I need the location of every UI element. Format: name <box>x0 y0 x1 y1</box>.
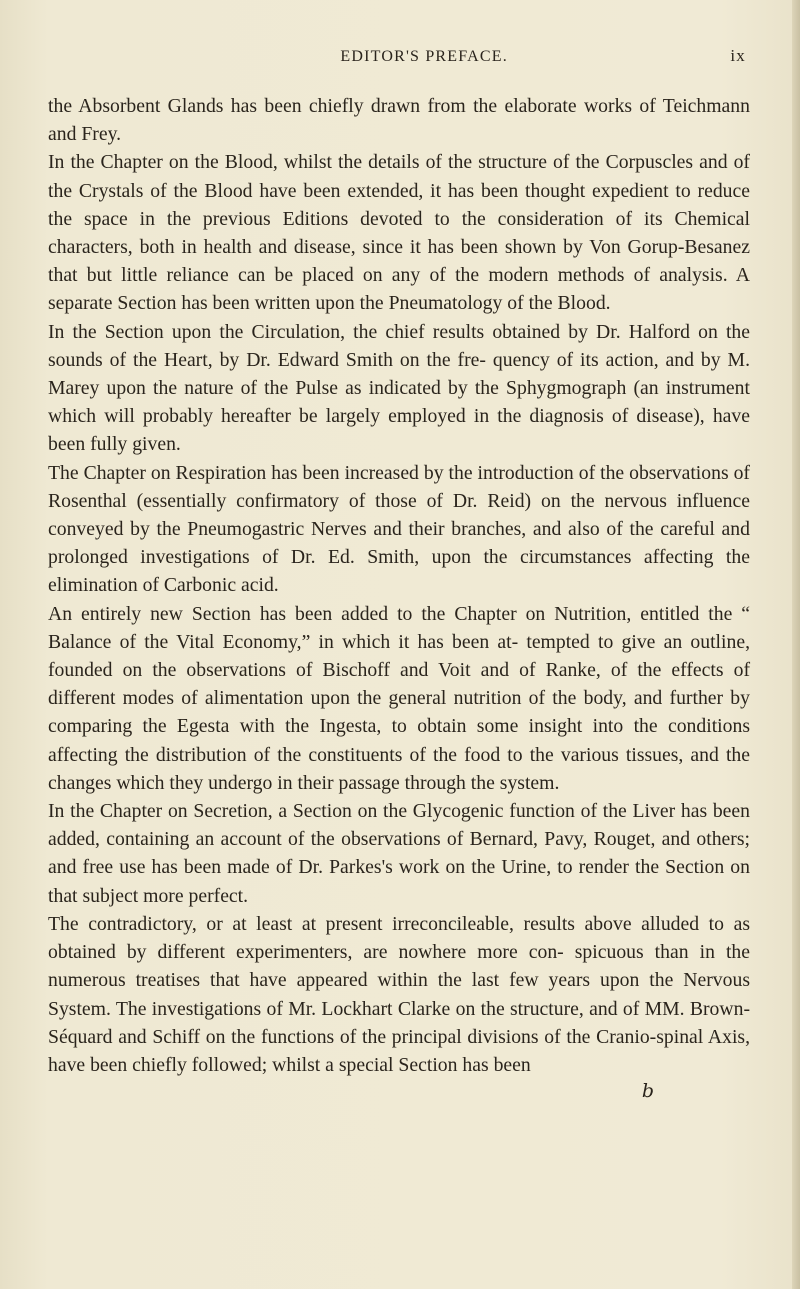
signature-mark: b <box>641 1080 654 1103</box>
paragraph-nervous-system: The contradictory, or at least at present irreconcileable, results above alluded to as obtained by different experimenters, are nowhere more con- spicuous than in the numerous treatises that have appeared within the last few years upon the Nervous System. The investigations of Mr. Lockhart Clarke on the structure, and of MM. Brown-Séquard and Schiff on the functions of the principal divisions of the Cranio-spinal Axis, have been chiefly followed; whilst a special Section has been <box>48 912 750 1076</box>
page-edge-shadow <box>792 0 800 1289</box>
paragraph-nutrition: An entirely new Section has been added to the Chapter on Nutrition, entitled the “ Balance of the Vital Economy,” in which it has been at- tempted to give an outline, founded on the observations of Bischoff and Voit and of Ranke, of the effects of different modes of alimentation upon the general nutrition of the body, and further by comparing the Egesta with the Ingesta, to obtain some insight into the conditions affecting the distribution of the constituents of the food to the various tissues, and the changes which they undergo in their passage through the system. <box>48 602 750 794</box>
page-number: ix <box>730 46 746 65</box>
running-head <box>48 46 750 76</box>
paragraph-blood: In the Chapter on the Blood, whilst the details of the structure of the Corpuscles and of the Crystals of the Blood have been extended, it has been thought expedient to reduce the space in the previous Editions devoted to the consideration of its Chemical characters, both in health and disease, since it has been shown by Von Gorup-Besanez that but little reliance can be placed on any of the modern methods of analysis. A separate Section has been written upon the Pneumatology of the Blood. <box>48 151 750 315</box>
paragraph-circulation: In the Section upon the Circulation, the chief results obtained by Dr. Halford on the sounds of the Heart, by Dr. Edward Smith on the fre- quency of its action, and by M. Marey upon the nature of the Pulse as indicated by the Sphygmograph (an instrument which will probably hereafter be largely employed in the diagnosis of disease), have been fully given. <box>48 320 750 456</box>
running-title: EDITOR'S PREFACE. <box>340 48 508 65</box>
body-text <box>48 92 750 1079</box>
paragraph-absorbent-glands: the Absorbent Glands has been chiefly drawn from the elaborate works of Teichmann and Frey. <box>48 95 750 146</box>
paragraph-secretion: In the Chapter on Secretion, a Section on the Glycogenic function of the Liver has been added, containing an account of the observations of Bernard, Pavy, Rouget, and others; and free use has been made of Dr. Parkes's work on the Urine, to render the Section on that subject more perfect. <box>48 800 750 907</box>
paragraph-respiration: The Chapter on Respiration has been increased by the introduction of the observations of Rosenthal (essentially confirmatory of those of Dr. Reid) on the nervous influence conveyed by the Pneumogastric Nerves and their branches, and also of the careful and prolonged investigations of Dr. Ed. Smith, upon the circumstances affecting the elimination of Carbonic acid. <box>48 461 750 597</box>
